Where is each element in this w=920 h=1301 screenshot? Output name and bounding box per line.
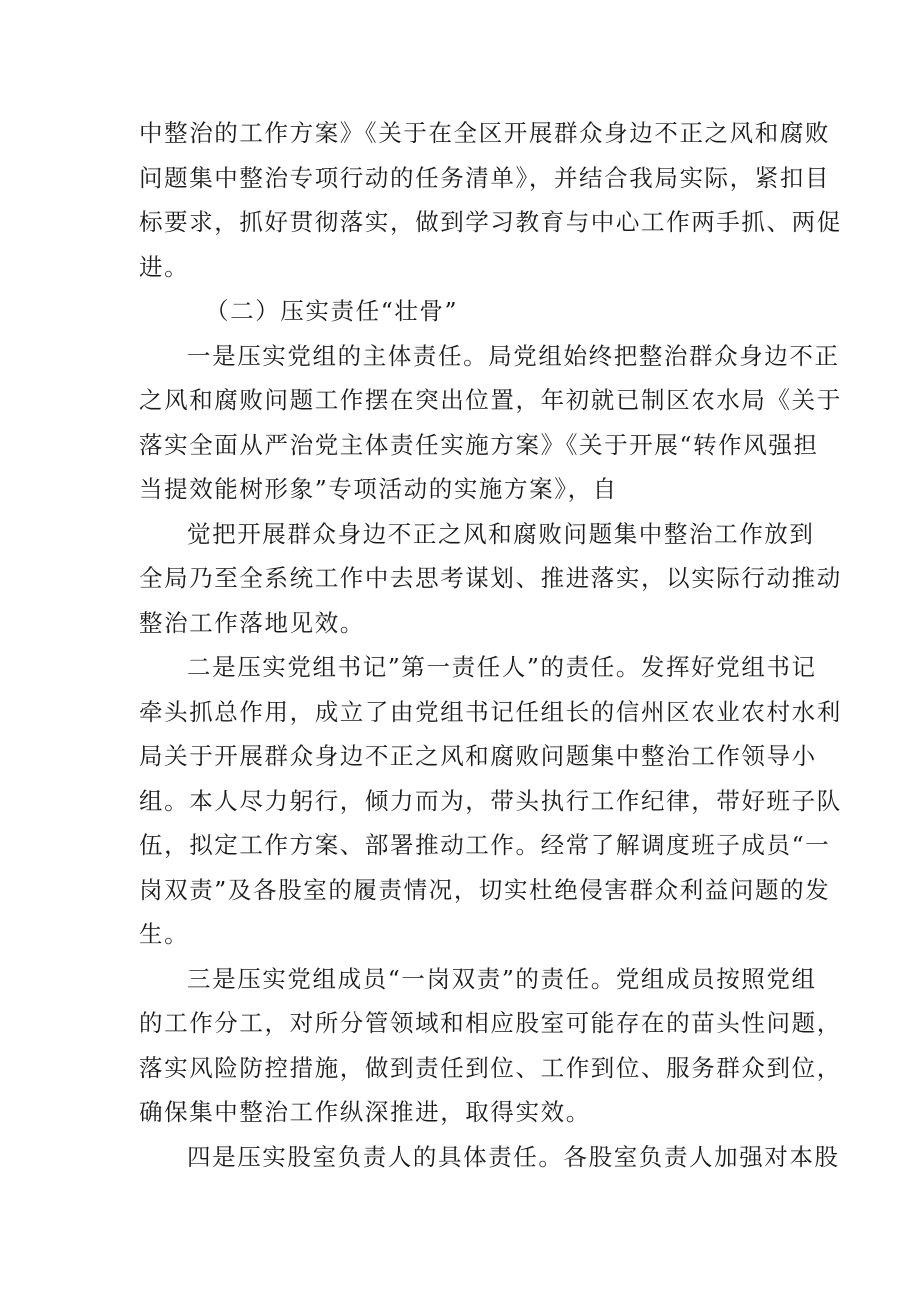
paragraph-start: 三是压实党组成员“一岗双责”的责任。党组成员按照党组 xyxy=(187,964,817,993)
text-line: 组。本人尽力躬行，倾力而为，带头执行工作纪律，带好班子队 xyxy=(139,786,842,815)
text-line: 确保集中整治工作纵深推进，取得实效。 xyxy=(139,1098,591,1126)
text-line: 牵头抓总作用，成立了由党组书记任组长的信州区农业农村水利 xyxy=(139,697,842,726)
text-line: 的工作分工，对所分管领域和相应股室可能存在的苗头性问题， xyxy=(139,1009,842,1037)
text-line: 中整治的工作方案》《关于在全区开展群众身边不正之风和腐败 xyxy=(139,119,831,147)
text-line: 岗双责”及各股室的履责情况，切实杜绝侵害群众利益问题的发 xyxy=(139,875,831,904)
text-line: 全局乃至全系统工作中去思考谋划、推进落实，以实际行动推动 xyxy=(139,564,842,592)
text-line: 伍，拟定工作方案、部署推动工作。经常了解调度班子成员“一 xyxy=(139,831,831,859)
paragraph-start: 四是压实股室负责人的具体责任。各股室负责人加强对本股 xyxy=(187,1142,840,1171)
text-line: 问题集中整治专项行动的任务清单》，并结合我局实际，紧扣目 xyxy=(139,163,831,192)
text-line: 落实风险防控措施，做到责任到位、工作到位、服务群众到位， xyxy=(139,1053,842,1082)
text-line: 生。 xyxy=(139,920,190,948)
document-body xyxy=(139,111,842,1179)
text-line: 落实全面从严治党主体责任实施方案》《关于开展“转作风强担 xyxy=(139,430,819,459)
paragraph-start: 觉把开展群众身边不正之风和腐败问题集中整治工作放到 xyxy=(187,519,815,548)
text-line: 局关于开展群众身边不正之风和腐败问题集中整治工作领导小 xyxy=(139,742,817,770)
paragraph-start: 一是压实党组的主体责任。局党组始终把整治群众身边不正 xyxy=(187,341,840,370)
text-line: 标要求，抓好贯彻落实，做到学习教育与中心工作两手抓、两促 xyxy=(139,208,842,236)
text-line: 进。 xyxy=(139,252,190,281)
section-heading: （二）压实责任“壮骨” xyxy=(205,297,459,325)
text-line: 之风和腐败问题工作摆在突出位置，年初就已制区农水局《关于 xyxy=(139,386,842,414)
paragraph-start: 二是压实党组书记”第一责任人”的责任。发挥好党组书记 xyxy=(187,653,817,681)
text-line: 整治工作落地见效。 xyxy=(139,608,365,637)
text-line: 当提效能树形象”专项活动的实施方案》，自 xyxy=(139,475,618,503)
